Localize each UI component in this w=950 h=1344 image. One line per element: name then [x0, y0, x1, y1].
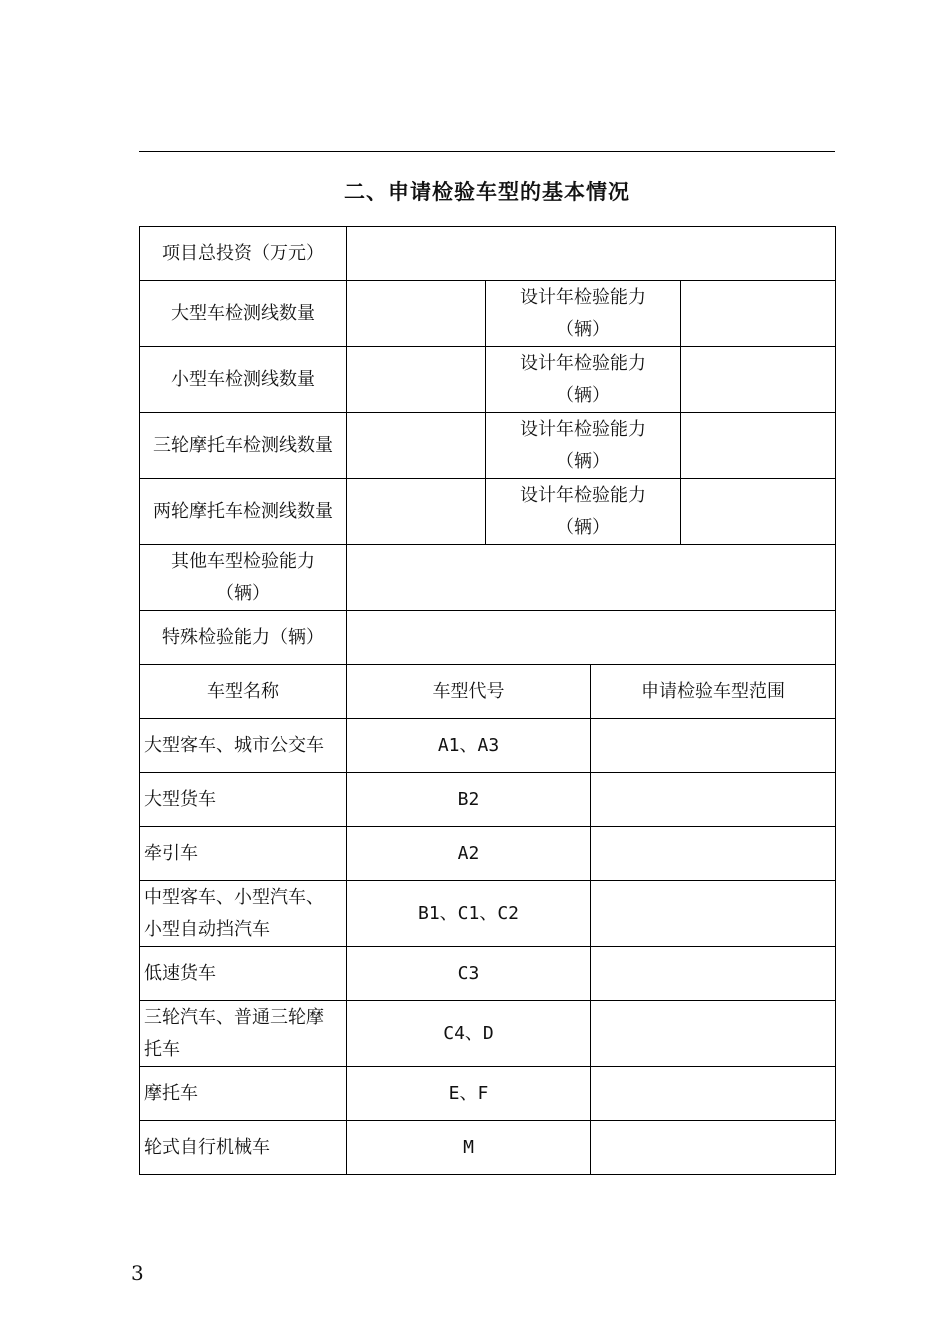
- table-row: [140, 827, 836, 881]
- other-capacity-label: 其他车型检验能力 （辆）: [140, 545, 347, 611]
- capacity-label: 设计年检验能力 （辆）: [486, 413, 681, 479]
- vehicle-code: B1、C1、C2: [347, 881, 591, 947]
- line-row: [140, 281, 836, 347]
- total-investment-value[interactable]: [347, 227, 836, 281]
- capacity-value[interactable]: [681, 347, 836, 413]
- capacity-value[interactable]: [681, 281, 836, 347]
- line-count[interactable]: [347, 413, 486, 479]
- apply-scope[interactable]: [591, 719, 836, 773]
- vehicle-code: C4、D: [347, 1001, 591, 1067]
- line-row: [140, 413, 836, 479]
- table-row: [140, 719, 836, 773]
- special-capacity-row: [140, 611, 836, 665]
- vehicle-name: 低速货车: [140, 947, 347, 1001]
- table-row: [140, 947, 836, 1001]
- page-title: 二、申请检验车型的基本情况: [344, 180, 630, 204]
- apply-scope[interactable]: [591, 773, 836, 827]
- capacity-value[interactable]: [681, 413, 836, 479]
- vehicle-code: M: [347, 1121, 591, 1175]
- other-capacity-value[interactable]: [347, 545, 836, 611]
- vehicle-name: 大型货车: [140, 773, 347, 827]
- vehicle-name: 摩托车: [140, 1067, 347, 1121]
- total-investment-label: 项目总投资（万元）: [140, 227, 347, 281]
- table-row: [140, 1001, 836, 1067]
- vehicle-name: 牵引车: [140, 827, 347, 881]
- capacity-label: 设计年检验能力 （辆）: [486, 347, 681, 413]
- vehicle-code: A2: [347, 827, 591, 881]
- header-apply-scope: 申请检验车型范围: [591, 665, 836, 719]
- line-count[interactable]: [347, 347, 486, 413]
- capacity-label: 设计年检验能力 （辆）: [486, 281, 681, 347]
- line-label: 两轮摩托车检测线数量: [140, 479, 347, 545]
- special-capacity-label: 特殊检验能力（辆）: [140, 611, 347, 665]
- line-row: [140, 479, 836, 545]
- table-row: [140, 881, 836, 947]
- vehicle-name: 中型客车、小型汽车、 小型自动挡汽车: [140, 881, 347, 947]
- apply-scope[interactable]: [591, 1067, 836, 1121]
- vehicle-code: C3: [347, 947, 591, 1001]
- line-label: 三轮摩托车检测线数量: [140, 413, 347, 479]
- basic-info-table: [139, 226, 836, 665]
- header-vehicle-code: 车型代号: [347, 665, 591, 719]
- line-label: 小型车检测线数量: [140, 347, 347, 413]
- header-rule: [139, 151, 835, 152]
- line-row: [140, 347, 836, 413]
- total-investment-row: [140, 227, 836, 281]
- capacity-value[interactable]: [681, 479, 836, 545]
- special-capacity-value[interactable]: [347, 611, 836, 665]
- other-capacity-row: [140, 545, 836, 611]
- table-row: [140, 1067, 836, 1121]
- vehicle-code: E、F: [347, 1067, 591, 1121]
- line-count[interactable]: [347, 281, 486, 347]
- line-label: 大型车检测线数量: [140, 281, 347, 347]
- table-row: [140, 1121, 836, 1175]
- vehicle-name: 轮式自行机械车: [140, 1121, 347, 1175]
- apply-scope[interactable]: [591, 881, 836, 947]
- vehicle-name: 三轮汽车、普通三轮摩 托车: [140, 1001, 347, 1067]
- table-row: [140, 773, 836, 827]
- page-number: 3: [131, 1261, 144, 1285]
- table-header-row: [140, 665, 836, 719]
- vehicle-name: 大型客车、城市公交车: [140, 719, 347, 773]
- vehicle-code: A1、A3: [347, 719, 591, 773]
- apply-scope[interactable]: [591, 827, 836, 881]
- capacity-label: 设计年检验能力 （辆）: [486, 479, 681, 545]
- apply-scope[interactable]: [591, 947, 836, 1001]
- header-vehicle-name: 车型名称: [140, 665, 347, 719]
- apply-scope[interactable]: [591, 1001, 836, 1067]
- line-count[interactable]: [347, 479, 486, 545]
- apply-scope[interactable]: [591, 1121, 836, 1175]
- vehicle-code: B2: [347, 773, 591, 827]
- vehicle-type-table: [139, 664, 836, 1175]
